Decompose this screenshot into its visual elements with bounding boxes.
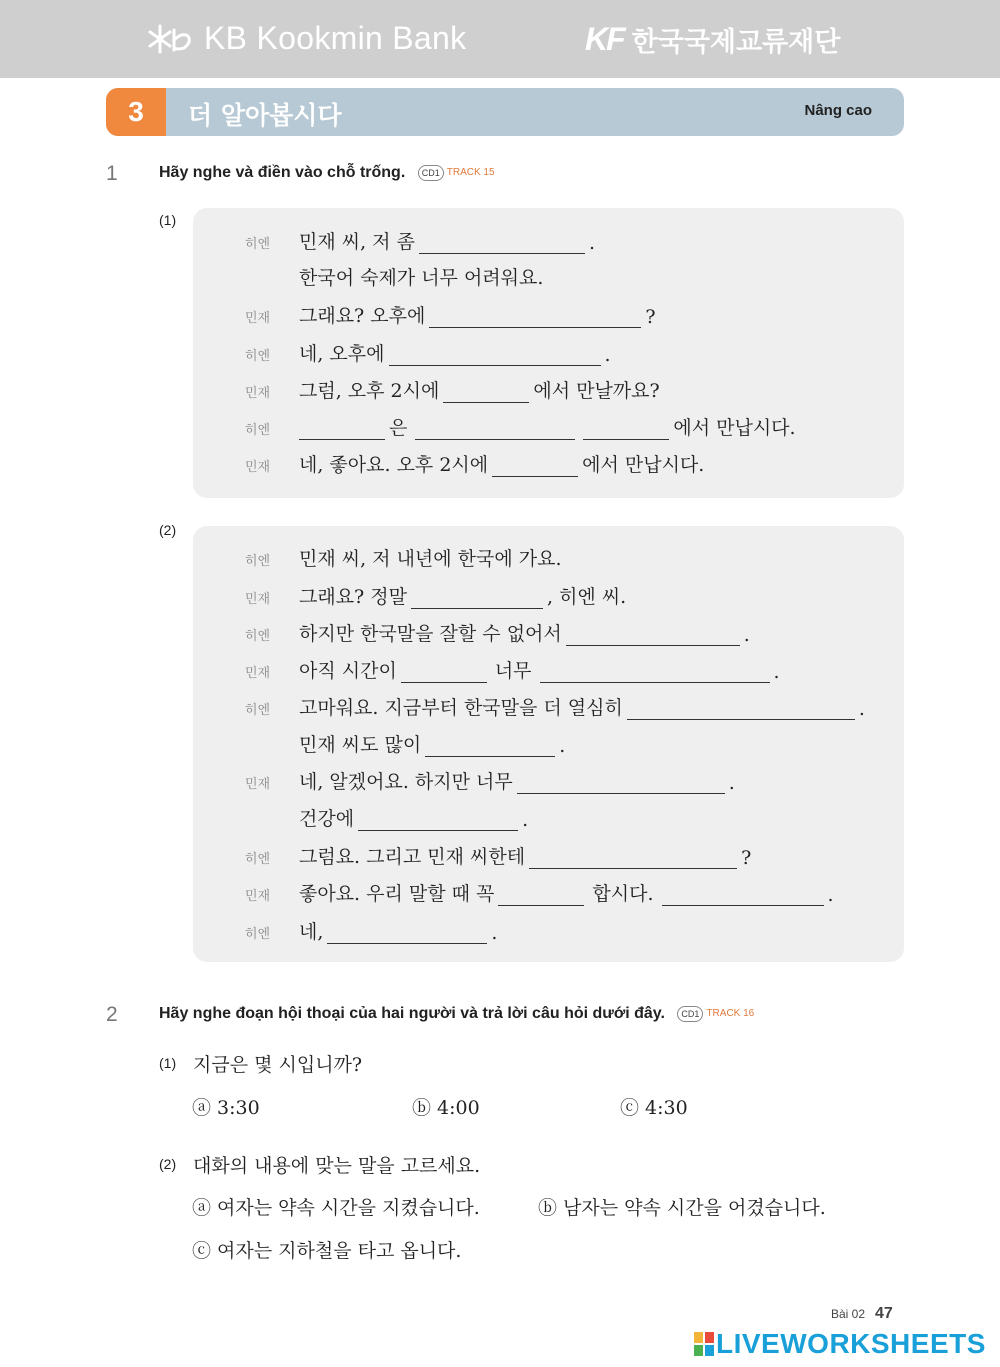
blank-field[interactable]: [627, 701, 855, 720]
question-2-instruction: [159, 1005, 754, 1023]
line-text: 에서 만날까요?: [533, 380, 660, 402]
section-header: [106, 88, 904, 136]
question-1-instruction-text: Hãy nghe và điền vào chỗ trống.: [159, 164, 406, 182]
blank-field[interactable]: [429, 309, 641, 328]
header-bar: [0, 0, 1000, 78]
q2-sub2-label: (2): [159, 1156, 177, 1172]
line-text: 은: [389, 417, 408, 439]
answer-option-b[interactable]: ⓑ 4:00: [412, 1097, 480, 1119]
question-2-instruction-text: Hãy nghe đoạn hội thoại của hai người và trả lời câu hỏi dưới đây.: [159, 1005, 665, 1023]
blank-field[interactable]: [327, 925, 487, 944]
speaker-label: 민재: [245, 386, 271, 401]
liveworksheets-text: LIVEWORKSHEETS: [716, 1328, 986, 1359]
blank-field[interactable]: [498, 887, 584, 906]
line-text: 아직 시간이: [299, 660, 397, 682]
blank-field[interactable]: [583, 421, 669, 440]
line-text: ?: [645, 306, 656, 328]
line-text: 건강에: [299, 808, 355, 830]
line-text: .: [491, 922, 498, 944]
blank-field[interactable]: [443, 384, 529, 403]
blank-field[interactable]: [529, 850, 737, 869]
blank-field[interactable]: [415, 421, 575, 440]
blank-field[interactable]: [358, 812, 518, 831]
speaker-label: 민재: [245, 889, 271, 904]
line-text: 네, 알겠어요. 하지만 너무: [299, 771, 513, 793]
section-number: 3: [106, 88, 166, 136]
line-text: 좋아요. 우리 말할 때 꼭: [299, 883, 495, 905]
line-text: , 히엔 씨.: [547, 586, 627, 608]
line-text: .: [522, 809, 529, 831]
line-text: 그럼요. 그리고 민재 씨한테: [299, 846, 526, 868]
speaker-label: 민재: [245, 777, 271, 792]
blank-field[interactable]: [492, 458, 578, 477]
answer-option-b[interactable]: ⓑ 남자는 약속 시간을 어겼습니다.: [538, 1197, 826, 1219]
line-text: 한국어 숙제가 너무 어려워요.: [299, 267, 544, 289]
cd-icon: CD1: [418, 165, 444, 181]
speaker-label: 히엔: [245, 927, 271, 942]
speaker-label: 히엔: [245, 349, 271, 364]
speaker-label: 히엔: [245, 703, 271, 718]
line-text: 에서 만납시다.: [582, 454, 705, 476]
blank-field[interactable]: [419, 235, 585, 254]
cd-track-tag: [677, 1005, 754, 1023]
line-text: 너무: [494, 660, 532, 682]
kf-logo-mark: KF: [585, 21, 624, 57]
q2-sub1-question: 지금은 몇 시입니까?: [193, 1054, 363, 1076]
speaker-label: 민재: [245, 460, 271, 475]
speaker-label: 민재: [245, 592, 271, 607]
kb-logo: [148, 20, 466, 57]
blank-field[interactable]: [299, 421, 385, 440]
blank-field[interactable]: [425, 738, 555, 757]
line-text: .: [604, 344, 611, 366]
track-label: TRACK 16: [706, 1008, 755, 1020]
section-level: Nâng cao: [804, 102, 872, 119]
speaker-label: 히엔: [245, 423, 271, 438]
blank-field[interactable]: [566, 627, 740, 646]
blank-field[interactable]: [389, 347, 601, 366]
page-number: 47: [875, 1305, 893, 1322]
speaker-label: 히엔: [245, 554, 271, 569]
blank-field[interactable]: [411, 590, 543, 609]
q2-sub2-question: 대화의 내용에 맞는 말을 고르세요.: [193, 1155, 481, 1177]
line-text: 민재 씨, 저 내년에 한국에 가요.: [299, 548, 562, 570]
line-text: .: [858, 698, 865, 720]
liveworksheets-logo[interactable]: [694, 1328, 986, 1360]
line-text: .: [588, 232, 595, 254]
line-text: .: [728, 772, 735, 794]
line-text: 하지만 한국말을 잘할 수 없어서: [299, 623, 562, 645]
line-text: 네, 좋아요. 오후 2시에: [299, 454, 489, 476]
kf-logo-text: 한국국제교류재단: [631, 27, 841, 58]
line-text: 네,: [299, 921, 324, 943]
line-text: 그래요? 정말: [299, 586, 407, 608]
liveworksheets-icon: [694, 1332, 714, 1356]
line-text: .: [773, 661, 780, 683]
line-text: .: [743, 624, 750, 646]
line-text: 민재 씨도 많이: [299, 734, 422, 756]
line-text: 고마워요. 지금부터 한국말을 더 열심히: [299, 697, 623, 719]
lesson-label: Bài 02: [831, 1307, 866, 1321]
line-text: 네, 오후에: [299, 343, 385, 365]
section-title: 더 알아봅시다: [188, 101, 342, 130]
line-text: .: [827, 884, 834, 906]
blank-field[interactable]: [662, 887, 824, 906]
kb-logo-text: KB Kookmin Bank: [204, 20, 467, 56]
question-1-number: 1: [106, 162, 118, 185]
line-text: 민재 씨, 저 좀: [299, 231, 415, 253]
speaker-label: 히엔: [245, 852, 271, 867]
answer-option-a[interactable]: ⓐ 여자는 약속 시간을 지켰습니다.: [192, 1197, 480, 1219]
part-1-label: (1): [159, 212, 177, 228]
line-text: 에서 만납시다.: [673, 417, 796, 439]
question-1-instruction: [159, 164, 495, 182]
kb-star-icon: [148, 22, 194, 56]
blank-field[interactable]: [517, 775, 725, 794]
track-label: TRACK 15: [446, 167, 495, 179]
line-text: 합시다.: [592, 883, 654, 905]
line-text: 그럼, 오후 2시에: [299, 380, 440, 402]
line-text: .: [559, 735, 566, 757]
part-2-label: (2): [159, 522, 177, 538]
line-text: ?: [741, 847, 752, 869]
q2-sub1-label: (1): [159, 1055, 177, 1071]
cd-icon: CD1: [677, 1006, 703, 1022]
answer-option-c[interactable]: ⓒ 여자는 지하철을 타고 옵니다.: [192, 1240, 462, 1262]
page-footer: [831, 1305, 893, 1323]
answer-option-a[interactable]: ⓐ 3:30: [192, 1097, 260, 1119]
answer-option-c[interactable]: ⓒ 4:30: [620, 1097, 688, 1119]
question-2-number: 2: [106, 1003, 118, 1026]
speaker-label: 민재: [245, 666, 271, 681]
blank-field[interactable]: [401, 664, 487, 683]
cd-track-tag: [418, 164, 495, 182]
speaker-label: 히엔: [245, 237, 271, 252]
speaker-label: 민재: [245, 311, 271, 326]
line-text: 그래요? 오후에: [299, 305, 426, 327]
kf-logo: [585, 20, 840, 59]
speaker-label: 히엔: [245, 629, 271, 644]
blank-field[interactable]: [540, 664, 770, 683]
